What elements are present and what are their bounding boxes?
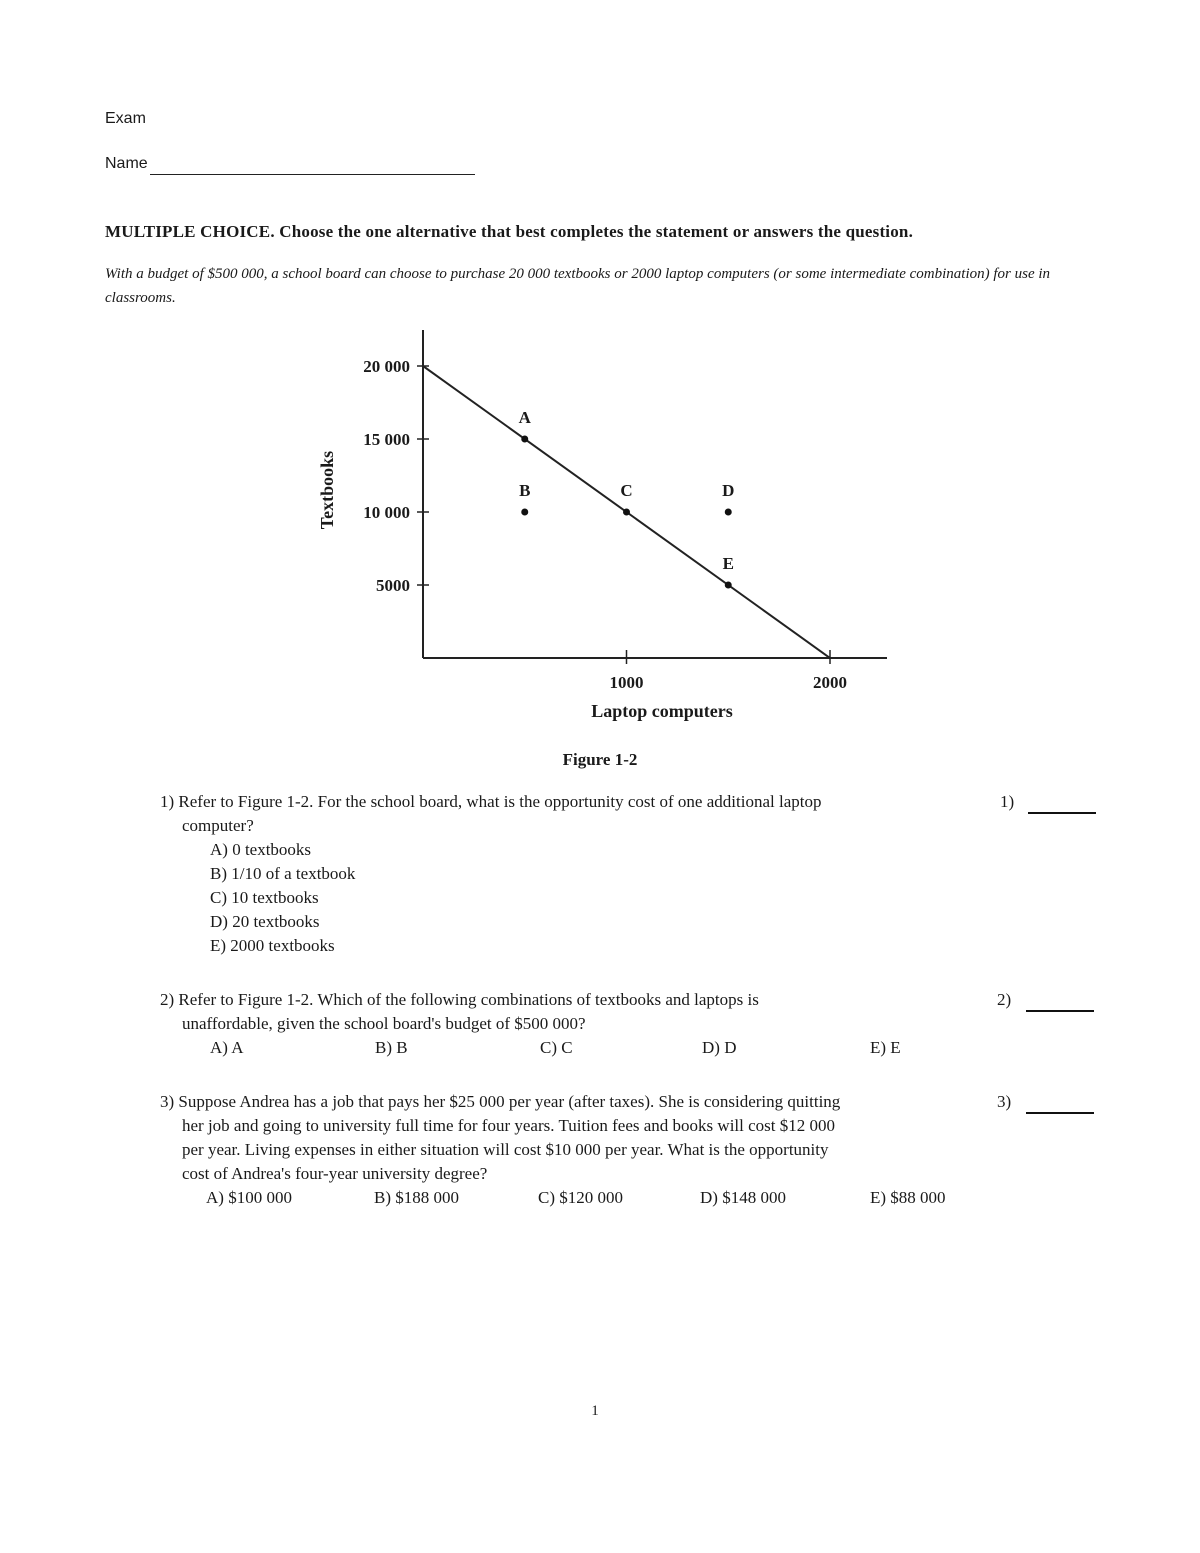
y-tick-label: 10 000 bbox=[363, 503, 410, 522]
question-1 bbox=[160, 790, 990, 958]
instructions-lead: MULTIPLE CHOICE. bbox=[105, 222, 275, 241]
y-tick-label: 20 000 bbox=[363, 357, 410, 376]
point-label-c: C bbox=[620, 481, 633, 500]
answer-number-2: 2) bbox=[997, 990, 1012, 1009]
question-1-stem-line1: 1) Refer to Figure 1-2. For the school board, what is the opportunity cost of one additional laptop bbox=[160, 792, 822, 811]
answer-blank-3[interactable] bbox=[1026, 1112, 1094, 1114]
answer-number-3: 3) bbox=[997, 1092, 1012, 1111]
answer-blank-1[interactable] bbox=[1028, 812, 1096, 814]
point-label-d: D bbox=[722, 481, 735, 500]
question-2-stem-line2: unaffordable, given the school board's budget of $500 000? bbox=[182, 1014, 586, 1033]
question-2-option-c[interactable]: C) C bbox=[540, 1038, 573, 1057]
question-3-option-e[interactable]: E) $88 000 bbox=[870, 1188, 946, 1207]
figure-caption: Figure 1-2 bbox=[562, 750, 638, 769]
question-1-option-c[interactable]: C) 10 textbooks bbox=[210, 888, 319, 907]
point-label-a: A bbox=[518, 408, 531, 427]
question-3-option-d[interactable]: D) $148 000 bbox=[700, 1188, 786, 1207]
point-label-e: E bbox=[722, 554, 734, 573]
point-b bbox=[521, 509, 528, 516]
question-1-option-b[interactable]: B) 1/10 of a textbook bbox=[210, 864, 356, 883]
question-3-stem-line4: cost of Andrea's four-year university degree? bbox=[182, 1164, 488, 1183]
instructions-text: Choose the one alternative that best completes the statement or answers the question. bbox=[279, 222, 914, 241]
point-e bbox=[725, 582, 732, 589]
question-3-stem-line3: per year. Living expenses in either situation will cost $10 000 per year. What is the opportunity bbox=[182, 1140, 829, 1159]
point-c bbox=[623, 509, 630, 516]
answer-number-1: 1) bbox=[1000, 792, 1015, 811]
x-tick-label: 2000 bbox=[813, 673, 847, 692]
question-1-option-d[interactable]: D) 20 textbooks bbox=[210, 912, 320, 931]
x-axis-label: Laptop computers bbox=[591, 701, 733, 721]
exam-title: Exam bbox=[105, 110, 146, 127]
name-label: Name bbox=[105, 155, 148, 172]
page-number: 1 bbox=[591, 1403, 599, 1419]
question-2-option-e[interactable]: E) E bbox=[870, 1038, 901, 1057]
y-axis-label: Textbooks bbox=[317, 450, 337, 530]
x-tick-label: 1000 bbox=[609, 673, 644, 692]
question-3-option-b[interactable]: B) $188 000 bbox=[374, 1188, 459, 1207]
question-2-option-a[interactable]: A) A bbox=[210, 1038, 244, 1057]
point-label-b: B bbox=[519, 481, 531, 500]
point-a bbox=[521, 436, 528, 443]
y-tick-label: 5000 bbox=[376, 576, 410, 595]
question-3 bbox=[160, 1090, 990, 1210]
question-1-option-a[interactable]: A) 0 textbooks bbox=[210, 840, 312, 859]
question-2-stem-line1: 2) Refer to Figure 1-2. Which of the following combinations of textbooks and laptops is bbox=[160, 990, 759, 1009]
question-1-option-e[interactable]: E) 2000 textbooks bbox=[210, 936, 335, 955]
question-3-option-a[interactable]: A) $100 000 bbox=[206, 1188, 292, 1207]
question-3-stem-line1: 3) Suppose Andrea has a job that pays her $25 000 per year (after taxes). She is considering quitting bbox=[160, 1092, 841, 1111]
point-d bbox=[725, 509, 732, 516]
scenario-text: With a budget of $500 000, a school board can choose to purchase 20 000 textbooks or 2000 laptop computers (or some intermediate combination) for use in classrooms. bbox=[105, 266, 1051, 306]
question-2-option-b[interactable]: B) B bbox=[375, 1038, 408, 1057]
y-tick-label: 15 000 bbox=[363, 430, 410, 449]
question-2 bbox=[160, 988, 990, 1060]
ppf-chart bbox=[0, 0, 1200, 740]
answer-blank-2[interactable] bbox=[1026, 1010, 1094, 1012]
question-3-option-c[interactable]: C) $120 000 bbox=[538, 1188, 623, 1207]
question-2-option-d[interactable]: D) D bbox=[702, 1038, 737, 1057]
question-1-stem-line2: computer? bbox=[182, 816, 254, 835]
question-3-stem-line2: her job and going to university full time for four years. Tuition fees and books will cost $12 000 bbox=[182, 1116, 836, 1135]
